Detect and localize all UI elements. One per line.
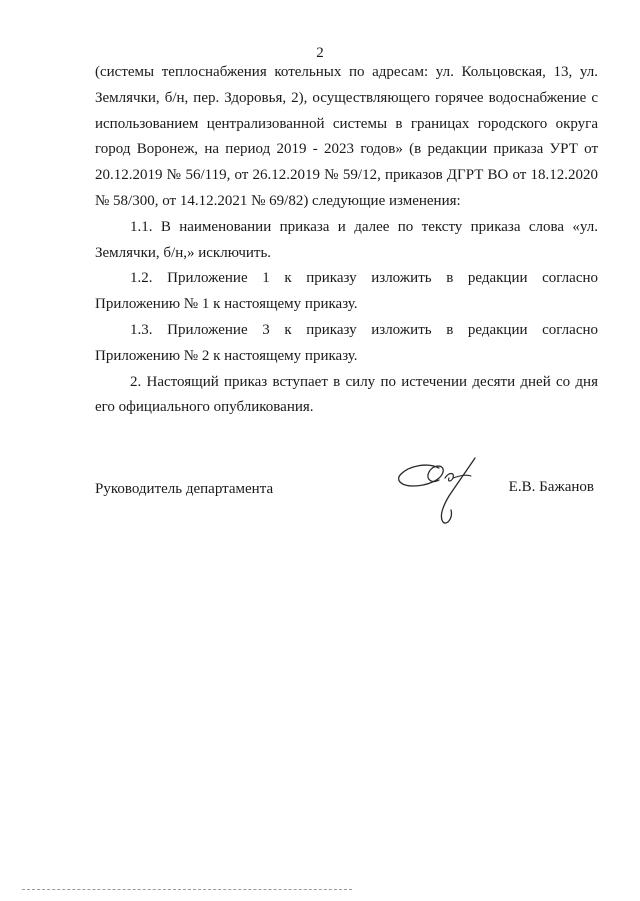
page-bottom-rule [22, 889, 352, 890]
signatory-name: Е.В. Бажанов [508, 479, 594, 495]
handwritten-signature [393, 456, 493, 536]
page-number: 2 [316, 45, 324, 61]
document-body [95, 60, 598, 421]
signature-block [95, 470, 598, 540]
paragraph-item-1-1: 1.1. В наименовании приказа и далее по тексту приказа слова «ул. Землячки, б/н,» исключить. [95, 218, 598, 261]
signatory-position: Руководитель департамента [95, 481, 274, 497]
paragraph-item-2: 2. Настоящий приказ вступает в силу по истечении десяти дней со дня его официального опубликования. [95, 373, 598, 416]
paragraph-preamble-continuation: (системы теплоснабжения котельных по адресам: ул. Кольцовская, 13, ул. Землячки, б/н, пер. Здоровья, 2), осуществляющего горячее водоснабжение с использованием централизованной системы в границах городского округа город Воронеж, на период 2019 - 2023 годов» (в редакции приказа УРТ от 20.12.2019 № 56/119, от 26.12.2019 № 59/12, приказов ДГРТ ВО от 18.12.2020 № 58/300, от 14.12.2021 № 69/82) следующие изменения: [95, 64, 598, 209]
paragraph-item-1-3: 1.3. Приложение 3 к приказу изложить в редакции согласно Приложению № 2 к настоящему приказу. [95, 321, 598, 364]
paragraph-item-1-2: 1.2. Приложение 1 к приказу изложить в редакции согласно Приложению № 1 к настоящему приказу. [95, 270, 598, 313]
